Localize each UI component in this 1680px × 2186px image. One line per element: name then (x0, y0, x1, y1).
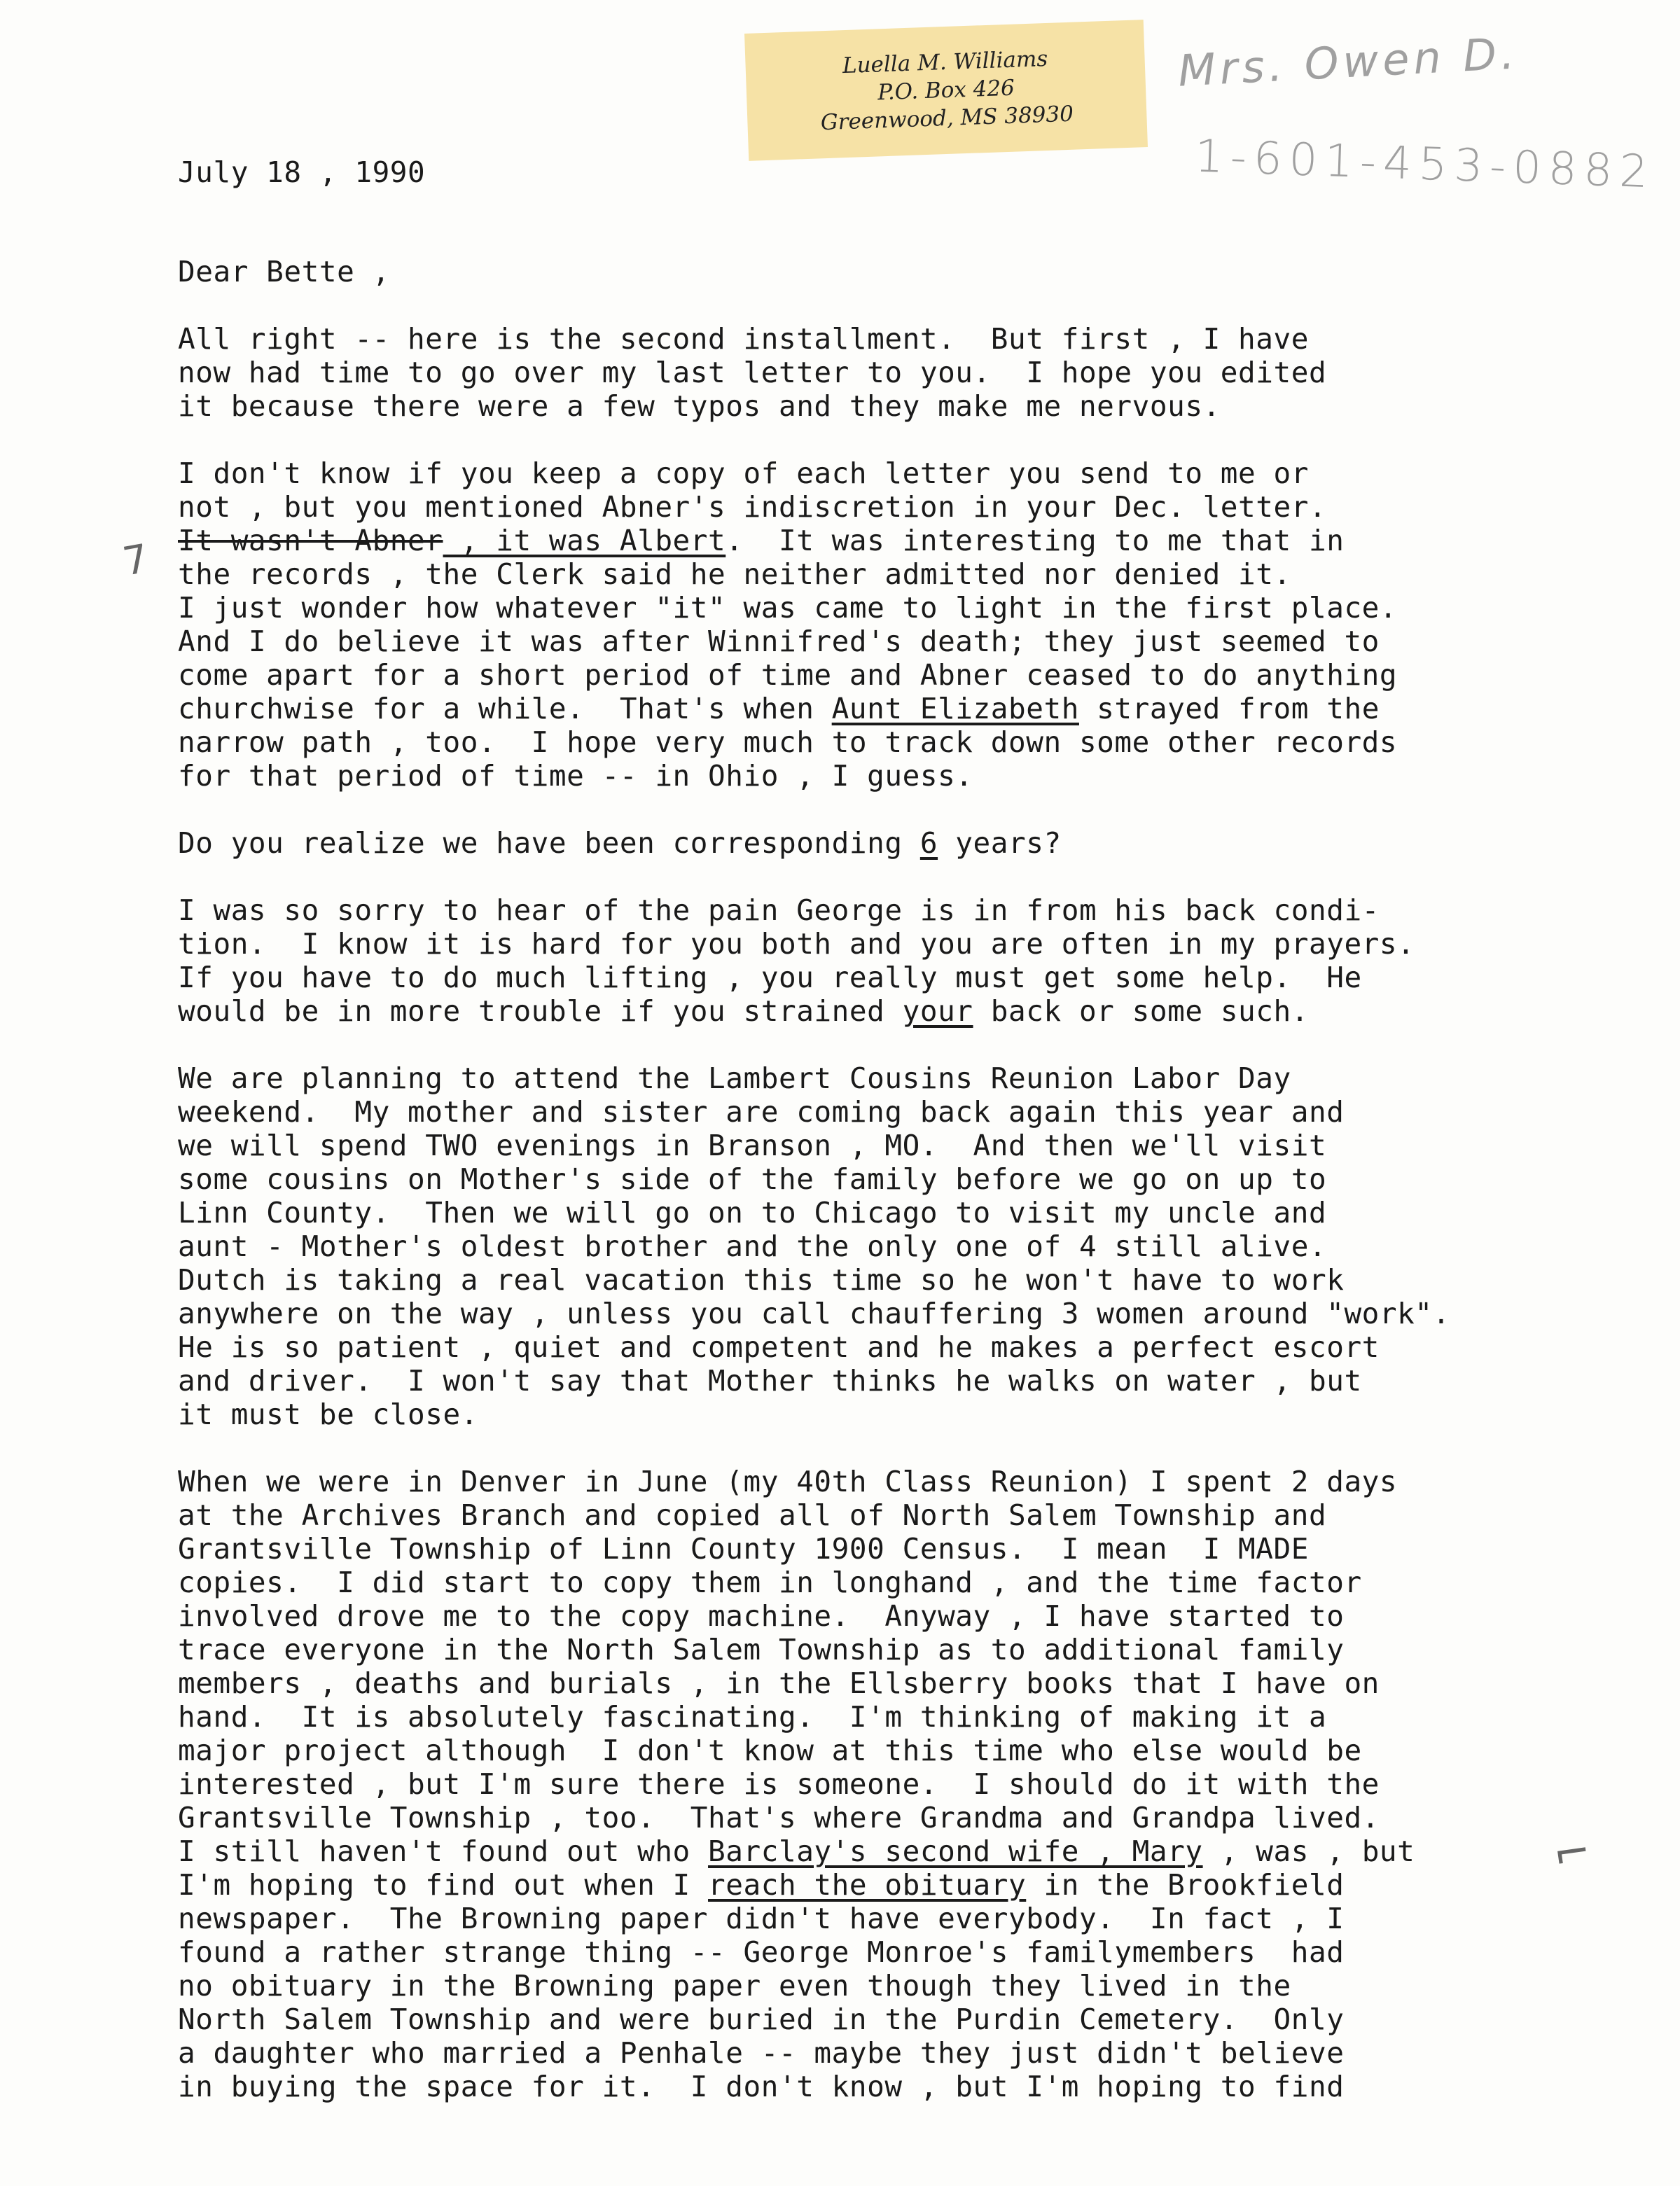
handwritten-name-note: Mrs. Owen D. (1176, 27, 1520, 97)
underlined-text: , it was Albert (443, 524, 726, 557)
text-line: I just wonder how whatever "it" was came to light in the first place. (178, 591, 1398, 625)
text-segment: back or some such. (973, 994, 1309, 1028)
sender-box: P.O. Box 426 (877, 75, 1015, 106)
margin-mark: ⌐ (1550, 1825, 1595, 1882)
underlined-text: Aunt Elizabeth (831, 692, 1079, 725)
text-line: now had time to go over my last letter to you. I hope you edited (178, 356, 1327, 389)
text-line: Dutch is taking a real vacation this time so he won't have to work (178, 1263, 1345, 1297)
text-segment: in the Brookfield (1026, 1868, 1345, 1902)
underlined-text: 6 (919, 826, 938, 860)
text-line (178, 994, 1309, 1028)
text-line: newspaper. The Browning paper didn't have everybody. In fact , I (178, 1902, 1345, 1935)
text-line: I don't know if you keep a copy of each letter you send to me or (178, 457, 1309, 490)
text-line: it must be close. (178, 1398, 478, 1431)
text-line: narrow path , too. I hope very much to track down some other records (178, 725, 1398, 759)
text-line: tion. I know it is hard for you both and you are often in my prayers. (178, 927, 1415, 961)
margin-mark: 7 (119, 536, 153, 585)
text-line: involved drove me to the copy machine. Anyway , I have started to (178, 1599, 1345, 1633)
text-segment: would be in more trouble if you strained (178, 994, 903, 1028)
text-line: major project although I don't know at this time who else would be (178, 1734, 1362, 1767)
text-line (178, 1868, 1344, 1902)
text-line (178, 692, 1380, 725)
text-line: found a rather strange thing -- George Monroe's familymembers had (178, 1935, 1345, 1969)
handwritten-phone-note: 1-601-453-0882 (1193, 130, 1656, 199)
text-line: Linn County. Then we will go on to Chicago to visit my uncle and (178, 1196, 1327, 1230)
return-address-label (744, 20, 1148, 161)
salutation: Dear Bette , (178, 255, 390, 288)
letter-date: July 18 , 1990 (178, 155, 426, 189)
text-line: Grantsville Township of Linn County 1900 Census. I mean I MADE (178, 1532, 1309, 1566)
sender-name: Luella M. Williams (842, 46, 1048, 79)
text-line: He is so patient , quiet and competent and he makes a perfect escort (178, 1330, 1380, 1364)
text-line: some cousins on Mother's side of the family before we go on up to (178, 1162, 1327, 1196)
text-line: for that period of time -- in Ohio , I guess. (178, 759, 973, 793)
text-line (178, 1835, 1415, 1868)
text-segment: churchwise for a while. That's when (178, 692, 832, 725)
text-line: anywhere on the way , unless you call chauffering 3 women around "work". (178, 1297, 1450, 1330)
text-line: All right -- here is the second installment. But first , I have (178, 322, 1309, 356)
text-line: members , deaths and burials , in the Ellsberry books that I have on (178, 1666, 1380, 1700)
underlined-text: Barclay's second wife , Mary (708, 1835, 1203, 1868)
text-line: I was so sorry to hear of the pain George is in from his back condi- (178, 893, 1380, 927)
text-line: Grantsville Township , too. That's where Grandma and Grandpa lived. (178, 1801, 1380, 1835)
text-line: trace everyone in the North Salem Township as to additional family (178, 1633, 1345, 1666)
text-line: we will spend TWO evenings in Branson , MO. And then we'll visit (178, 1129, 1327, 1162)
text-segment: . It was interesting to me that in (726, 524, 1345, 557)
text-line: aunt - Mother's oldest brother and the only one of 4 still alive. (178, 1230, 1327, 1263)
text-line: in buying the space for it. I don't know , but I'm hoping to find (178, 2070, 1345, 2103)
text-line: interested , but I'm sure there is someone. I should do it with the (178, 1767, 1380, 1801)
text-line (178, 826, 1062, 860)
text-line: When we were in Denver in June (my 40th Class Reunion) I spent 2 days (178, 1465, 1398, 1498)
text-line: not , but you mentioned Abner's indiscretion in your Dec. letter. (178, 490, 1327, 524)
text-line: and driver. I won't say that Mother thinks he walks on water , but (178, 1364, 1362, 1398)
text-line: And I do believe it was after Winnifred's death; they just seemed to (178, 625, 1380, 658)
text-line: the records , the Clerk said he neither admitted nor denied it. (178, 557, 1291, 591)
underlined-text: your (902, 994, 973, 1028)
text-line: hand. It is absolutely fascinating. I'm thinking of making it a (178, 1700, 1327, 1734)
text-segment: Do you realize we have been corresponding (178, 826, 920, 860)
text-line: at the Archives Branch and copied all of North Salem Township and (178, 1498, 1327, 1532)
text-line: a daughter who married a Penhale -- maybe they just didn't believe (178, 2036, 1345, 2070)
text-line: copies. I did start to copy them in longhand , and the time factor (178, 1566, 1362, 1599)
text-segment: strayed from the (1078, 692, 1380, 725)
text-line: it because there were a few typos and they make me nervous. (178, 389, 1221, 423)
text-line: weekend. My mother and sister are coming back again this year and (178, 1095, 1345, 1129)
text-line: North Salem Township and were buried in the Purdin Cemetery. Only (178, 2003, 1345, 2036)
sender-city: Greenwood, MS 38930 (820, 101, 1074, 136)
text-line: If you have to do much lifting , you really must get some help. He (178, 961, 1362, 994)
text-segment: years? (938, 826, 1062, 860)
text-segment: , was , but (1202, 1835, 1415, 1868)
text-line: We are planning to attend the Lambert Cousins Reunion Labor Day (178, 1061, 1291, 1095)
underlined-text: reach the obituary (708, 1868, 1027, 1902)
text-line: come apart for a short period of time and Abner ceased to do anything (178, 658, 1398, 692)
struck-text: It wasn't Abner (178, 524, 443, 557)
text-line: no obituary in the Browning paper even though they lived in the (178, 1969, 1291, 2003)
text-segment: I'm hoping to find out when I (178, 1868, 709, 1902)
text-segment: I still haven't found out who (178, 1835, 709, 1868)
text-line (178, 524, 1344, 557)
